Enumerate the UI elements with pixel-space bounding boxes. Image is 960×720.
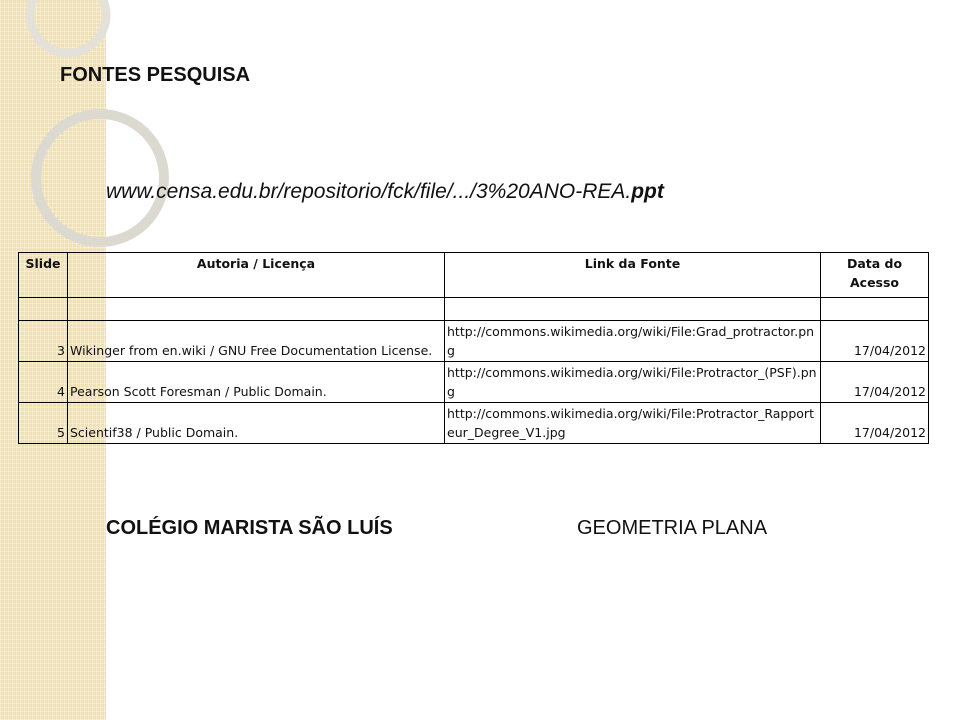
cell-link: http://commons.wikimedia.org/wiki/File:Protractor_Rapporteur_Degree_V1.jpg xyxy=(445,403,821,444)
source-url xyxy=(106,180,664,204)
table-row-empty xyxy=(19,298,929,321)
cell-date: 17/04/2012 xyxy=(821,362,929,403)
cell-link: http://commons.wikimedia.org/wiki/File:Protractor_(PSF).png xyxy=(445,362,821,403)
cell-slide: 3 xyxy=(19,321,68,362)
header-date: Data do Acesso xyxy=(821,253,929,298)
cell-date: 17/04/2012 xyxy=(821,403,929,444)
table-row xyxy=(19,362,929,403)
page-title: FONTES PESQUISA xyxy=(60,64,251,86)
header-link: Link da Fonte xyxy=(445,253,821,298)
source-url-extension: ppt xyxy=(631,180,664,203)
header-slide: Slide xyxy=(19,253,68,298)
cell-link: http://commons.wikimedia.org/wiki/File:Grad_protractor.png xyxy=(445,321,821,362)
sources-table xyxy=(18,252,929,444)
decorative-arcs xyxy=(0,0,200,260)
subject-name: GEOMETRIA PLANA xyxy=(577,517,768,539)
cell-author: Wikinger from en.wiki / GNU Free Documentation License. xyxy=(68,321,445,362)
cell-slide: 5 xyxy=(19,403,68,444)
cell-author: Scientif38 / Public Domain. xyxy=(68,403,445,444)
table-row xyxy=(19,403,929,444)
header-author: Autoria / Licença xyxy=(68,253,445,298)
school-name: COLÉGIO MARISTA SÃO LUÍS xyxy=(106,517,393,539)
table-header-row xyxy=(19,253,929,298)
cell-date: 17/04/2012 xyxy=(821,321,929,362)
source-url-prefix: www.censa.edu.br/repositorio/fck/file/.../3%20ANO-REA. xyxy=(106,180,632,203)
cell-author: Pearson Scott Foresman / Public Domain. xyxy=(68,362,445,403)
cell-slide: 4 xyxy=(19,362,68,403)
table-row xyxy=(19,321,929,362)
